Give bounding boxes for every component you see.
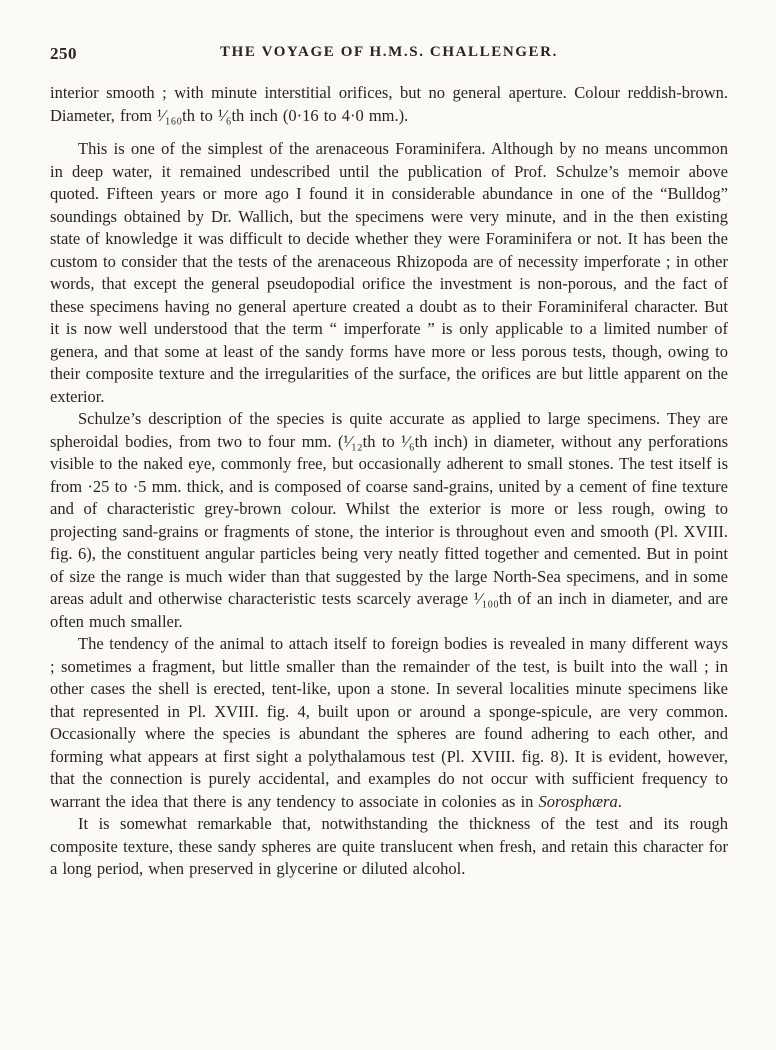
genus-name-italic: Sorosphæra — [538, 791, 618, 811]
paragraph-5: It is somewhat remarkable that, notwithstanding the thickness of the test and its rough composite texture, these sandy spheres are quite translucent when fresh, and retain this character for a long period, when preserved in glycerine or diluted alcohol. — [50, 814, 728, 878]
page-header — [50, 44, 728, 68]
paragraph-3: Schulze’s description of the species is quite accurate as applied to large specimens. They are spheroidal bodies, from two to four mm. (¹⁄₁₂th to ¹⁄₆th inch) in diameter, without any perforations visible to the naked eye, commonly free, but occasionally adherent to small stones. The test itself is from ·25 to ·5 mm. thick, and is composed of coarse sand-grains, united by a cement of fine texture and of characteristic grey-brown colour. Whilst the exterior is more or less rough, owing to projecting sand-grains or fragments of stone, the interior is throughout even and smooth (Pl. XVIII. fig. 6), the constituent angular particles being very neatly fitted together and cemented. But in point of size the range is much wider than that suggested by the large North-Sea specimens, and in some areas adult and otherwise characteristic tests scarcely average ¹⁄₁₀₀th of an inch in diameter, and are often much smaller. — [50, 409, 728, 631]
page-number: 250 — [50, 44, 77, 63]
paragraph-2: This is one of the simplest of the arenaceous Foraminifera. Although by no means uncommon in deep water, it remained undescribed until the publication of Prof. Schulze’s memoir above quoted. Fifteen years or more ago I found it in considerable abundance in one of the “Bulldog” soundings obtained by Dr. Wallich, but the specimens were very minute, and in the then existing state of knowledge it was difficult to decide whether they were Foraminifera or not. It has been the custom to consider that the tests of the arenaceous Rhizopoda are of necessity imperforate ; in other words, that except the general pseudopodial orifice the investment is non-porous, and the fact of these specimens having no general aperture created a doubt as to their Foraminiferal character. But it is now well understood that the term “ imperforate ” is only applicable to a limited number of genera, and that some at least of the sandy forms have more or less porous tests, though, owing to their composite texture and the irregularities of the surface, the orifices are but little apparent on the exterior. — [50, 139, 728, 406]
paragraph-continuation: interior smooth ; with minute interstitial orifices, but no general aperture. Colour reddish-brown. Diameter, from ¹⁄₁₆₀th to ¹⁄₆th inch (0·16 to 4·0 mm.). — [50, 83, 728, 125]
paragraph-4 — [50, 633, 728, 813]
running-title: THE VOYAGE OF H.M.S. CHALLENGER. — [220, 44, 558, 60]
paragraph-4-period: . — [617, 791, 622, 811]
paragraph-4-text: The tendency of the animal to attach itself to foreign bodies is revealed in many different ways ; sometimes a fragment, but little smaller than the remainder of the test, is built into the wall ; in other cases the shell is erected, tent-like, upon a stone. In several localities minute specimens like that represented in Pl. XVIII. fig. 4, built upon or around a sponge-spicule, are very common. Occasionally where the species is abundant the spheres are found adhering to each other, and forming what appears at first sight a polythalamous test (Pl. XVIII. fig. 8). It is evident, however, that the connection is purely accidental, and examples do not occur with sufficient frequency to warrant the idea that there is any tendency to associate in colonies as in — [50, 634, 728, 811]
page-body — [50, 82, 728, 881]
